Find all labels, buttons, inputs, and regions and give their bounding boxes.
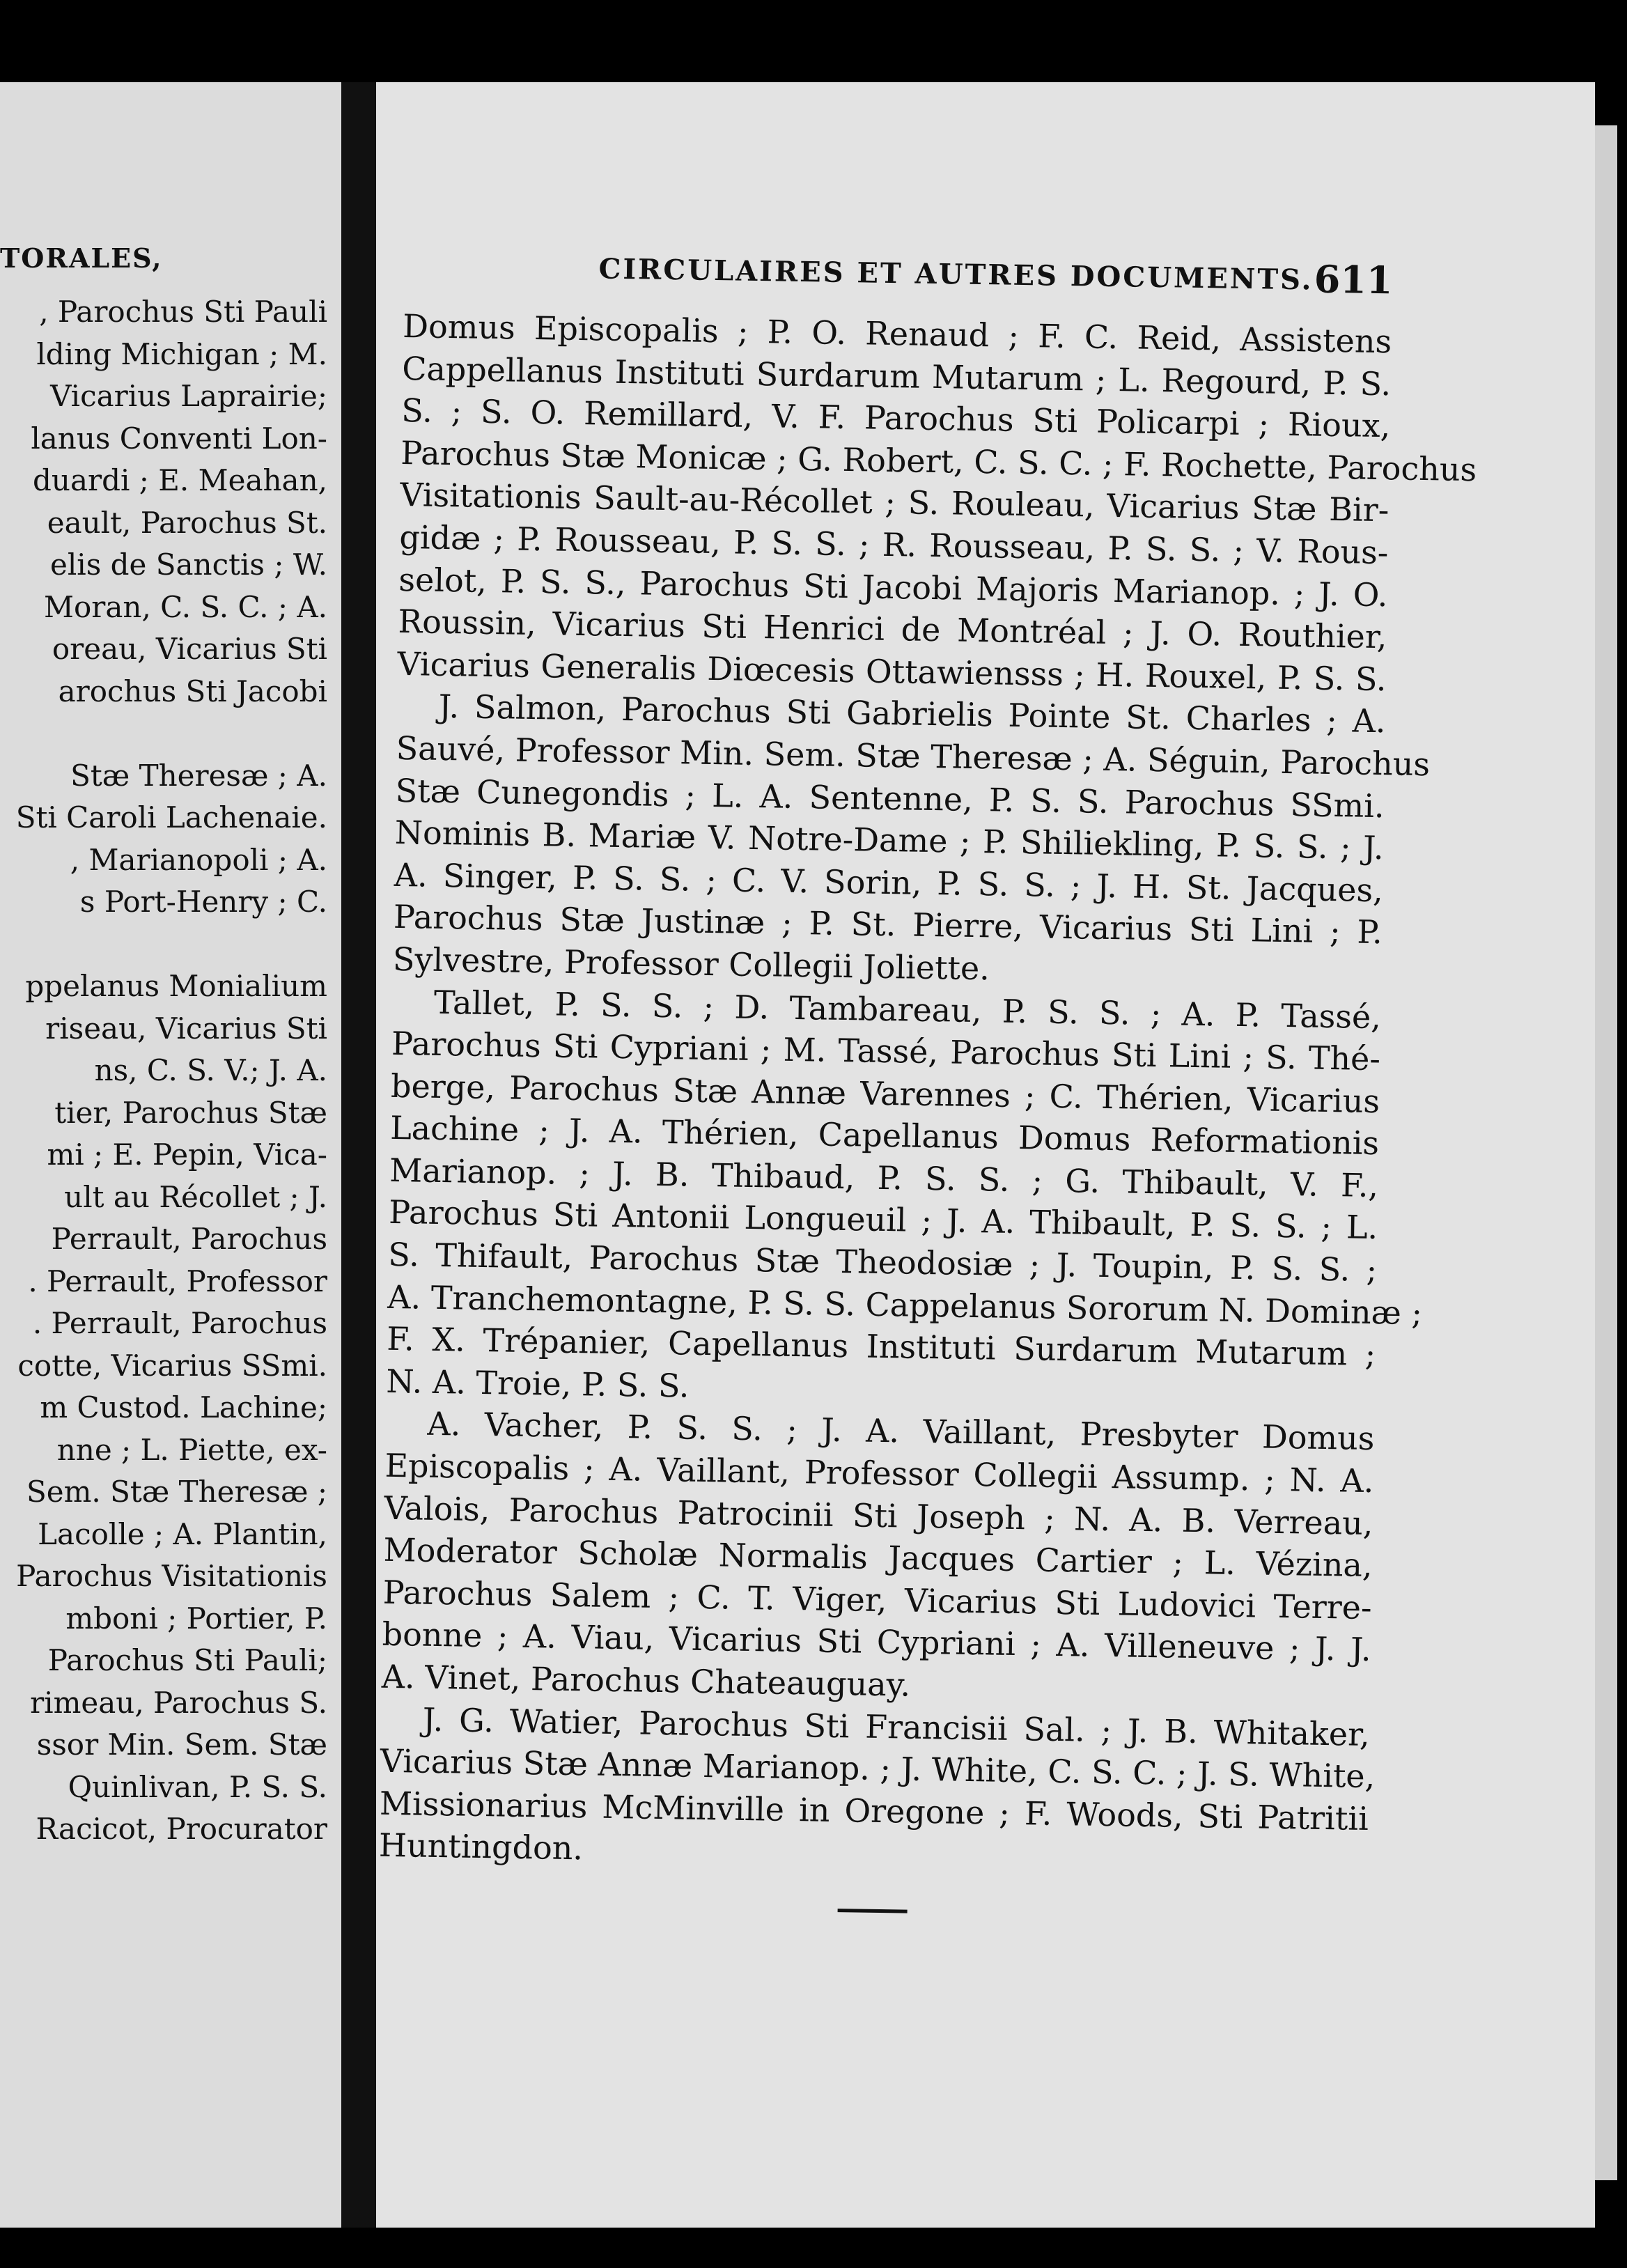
left-text-line: Lacolle ; A. Plantin, [38, 1516, 327, 1551]
text-line: bonne ; A. Viau, Vicarius Sti Cypriani ; A. Villeneuve ; J. J. [382, 1615, 1372, 1669]
text-line: Parochus Stæ Monicæ ; G. Robert, C. S. C. ; F. Rochette, Parochus [400, 433, 1477, 489]
left-text-line: ppelanus Monialium [25, 969, 327, 1003]
running-head-title: CIRCULAIRES ET AUTRES DOCUMENTS. [598, 252, 1314, 297]
text-line: Domus Episcopalis ; P. O. Renaud ; F. C. Reid, Assistens [402, 306, 1392, 361]
page-edge [1595, 125, 1617, 2180]
left-text-line: m Custod. Lachine; [40, 1390, 327, 1424]
left-text-line: ult au Récollet ; J. [64, 1179, 327, 1214]
left-text-line: nne ; L. Piette, ex- [56, 1432, 327, 1467]
left-text-line: rimeau, Parochus S. [30, 1685, 327, 1720]
text-line: J. Salmon, Parochus Sti Gabrielis Pointe St. Charles ; A. [438, 688, 1386, 740]
text-line: A. Tranchemontagne, P. S. S. Cappelanus Sororum N. Dominæ ; [387, 1277, 1423, 1332]
text-line: Marianop. ; J. B. Thibaud, P. S. S. ; G. Thibault, V. F., [389, 1151, 1379, 1205]
text-line: Roussin, Vicarius Sti Henrici de Montréal ; J. O. Routhier, [398, 603, 1387, 656]
page-content [378, 249, 1477, 1920]
left-text-line: . Perrault, Parochus [32, 1306, 327, 1340]
left-text-line: tier, Parochus Stæ [54, 1095, 327, 1130]
left-text-line: eault, Parochus St. [47, 505, 327, 540]
page-number: 611 [1314, 256, 1393, 303]
left-text-line: riseau, Vicarius Sti [45, 1011, 327, 1046]
left-text-line: elis de Sanctis ; W. [50, 547, 327, 582]
left-text-line: arochus Sti Jacobi [58, 674, 327, 708]
left-text-line: ssor Min. Sem. Stæ [36, 1727, 327, 1762]
text-line: S. ; S. O. Remillard, V. F. Parochus Sti Policarpi ; Rioux, [400, 391, 1391, 445]
left-text-line: . Perrault, Professor [28, 1264, 327, 1298]
left-text-line: ns, C. S. V.; J. A. [94, 1053, 327, 1087]
text-line: Missionarius McMinville in Oregone ; F. Woods, Sti Patritii [379, 1784, 1369, 1838]
left-running-head: TORALES, [0, 242, 163, 274]
left-text-line: oreau, Vicarius Sti [52, 632, 327, 666]
left-text-line: mboni ; Portier, P. [65, 1601, 327, 1636]
text-line: Lachine ; J. A. Thérien, Capellanus Domus Reformationis [389, 1109, 1380, 1163]
left-text-line: s Port-Henry ; C. [79, 885, 327, 919]
left-text-line: Quinlivan, P. S. S. [68, 1769, 327, 1804]
text-line: Parochus Sti Cypriani ; M. Tassé, Parochus Sti Lini ; S. Thé- [391, 1024, 1381, 1078]
text-line: F. X. Trépanier, Capellanus Instituti Surdarum Mutarum ; [387, 1320, 1376, 1374]
left-page [0, 82, 343, 2228]
text-line: A. Vinet, Parochus Chateauguay. [381, 1657, 911, 1704]
text-line: Vicarius Stæ Annæ Marianop. ; J. White, C. S. C. ; J. S. White, [380, 1741, 1376, 1796]
text-line: selot, P. S. S., Parochus Sti Jacobi Majoris Marianop. ; J. O. [398, 560, 1388, 614]
text-line: Visitationis Sault-au-Récollet ; S. Rouleau, Vicarius Stæ Bir- [400, 476, 1389, 529]
left-text-line: Parochus Sti Pauli; [47, 1643, 327, 1677]
text-line: Nominis B. Mariæ V. Notre-Dame ; P. Shiliekling, P. S. S. ; J. [394, 814, 1385, 867]
left-text-line: Perrault, Parochus [51, 1222, 327, 1256]
text-line: Sylvestre, Professor Collegii Joliette. [392, 940, 990, 988]
left-text-line: Sem. Stæ Theresæ ; [26, 1475, 327, 1509]
left-text-line: cotte, Vicarius SSmi. [17, 1348, 327, 1383]
left-text-line [0, 924, 327, 966]
left-text-line: Sti Caroli Lachenaie. [15, 800, 327, 834]
left-text-line: , Parochus Sti Pauli [39, 295, 327, 329]
text-line: gidæ ; P. Rousseau, P. S. S. ; R. Rousseau, P. S. S. ; V. Rous- [399, 518, 1389, 572]
text-line: Tallet, P. S. S. ; D. Tambareau, P. S. S. ; A. P. Tassé, [433, 983, 1382, 1036]
left-text-line: Racicot, Procurator [36, 1812, 327, 1846]
text-line: berge, Parochus Stæ Annæ Varennes ; C. Thérien, Vicarius [390, 1066, 1380, 1120]
left-text-line: Stæ Theresæ ; A. [70, 758, 327, 793]
text-line: N. A. Troie, P. S. S. [386, 1362, 690, 1405]
text-line: Stæ Cunegondis ; L. A. Sentenne, P. S. S. Parochus SSmi. [395, 771, 1385, 825]
left-text-line: duardi ; E. Meahan, [33, 463, 327, 497]
text-line: Valois, Parochus Patrocinii Sti Joseph ; N. A. B. Verreau, [384, 1489, 1373, 1542]
text-line: Huntingdon. [378, 1826, 584, 1867]
text-line: Parochus Stæ Justinæ ; P. St. Pierre, Vicarius Sti Lini ; P. [393, 898, 1383, 952]
text-line: A. Vacher, P. S. S. ; J. A. Vaillant, Presbyter Domus [427, 1405, 1375, 1458]
end-rule [838, 1909, 908, 1913]
text-line: A. Singer, P. S. S. ; C. V. Sorin, P. S. S. ; J. H. St. Jacques, [394, 855, 1384, 909]
text-line: J. G. Watier, Parochus Sti Francisii Sal. ; J. B. Whitaker, [422, 1700, 1371, 1753]
text-line: Moderator Scholæ Normalis Jacques Cartier ; L. Vézina, [383, 1530, 1373, 1585]
text-line: Parochus Salem ; C. T. Viger, Vicarius Sti Ludovici Terre- [382, 1573, 1372, 1626]
left-text-line: Moran, C. S. C. ; A. [44, 589, 327, 624]
text-line: Cappellanus Instituti Surdarum Mutarum ; L. Regourd, P. S. [401, 349, 1392, 403]
book-gutter [341, 82, 376, 2228]
left-text-line: Vicarius Laprairie; [50, 379, 327, 413]
left-text-line: Parochus Visitationis [16, 1559, 327, 1593]
left-text-line [0, 713, 327, 755]
left-text-line: lanus Conventi Lon- [31, 421, 327, 456]
text-line: Episcopalis ; A. Vaillant, Professor Collegii Assump. ; N. A. [384, 1446, 1374, 1500]
text-line: Sauvé, Professor Min. Sem. Stæ Theresæ ; A. Séguin, Parochus [396, 729, 1431, 784]
left-text-line: , Marianopoli ; A. [70, 842, 327, 877]
right-page [376, 82, 1595, 2228]
page-body-text [378, 305, 1477, 1882]
text-line: S. Thifault, Parochus Stæ Theodosiæ ; J. Toupin, P. S. S. ; [387, 1235, 1378, 1289]
text-line: Parochus Sti Antonii Longueuil ; J. A. Thibault, P. S. S. ; L. [388, 1193, 1378, 1247]
text-line: Vicarius Generalis Diœcesis Ottawiensss ; H. Rouxel, P. S. S. [397, 644, 1387, 698]
left-text-line: lding Michigan ; M. [36, 336, 327, 371]
left-text-line: mi ; E. Pepin, Vica- [47, 1137, 327, 1172]
left-page-text [0, 291, 327, 1851]
